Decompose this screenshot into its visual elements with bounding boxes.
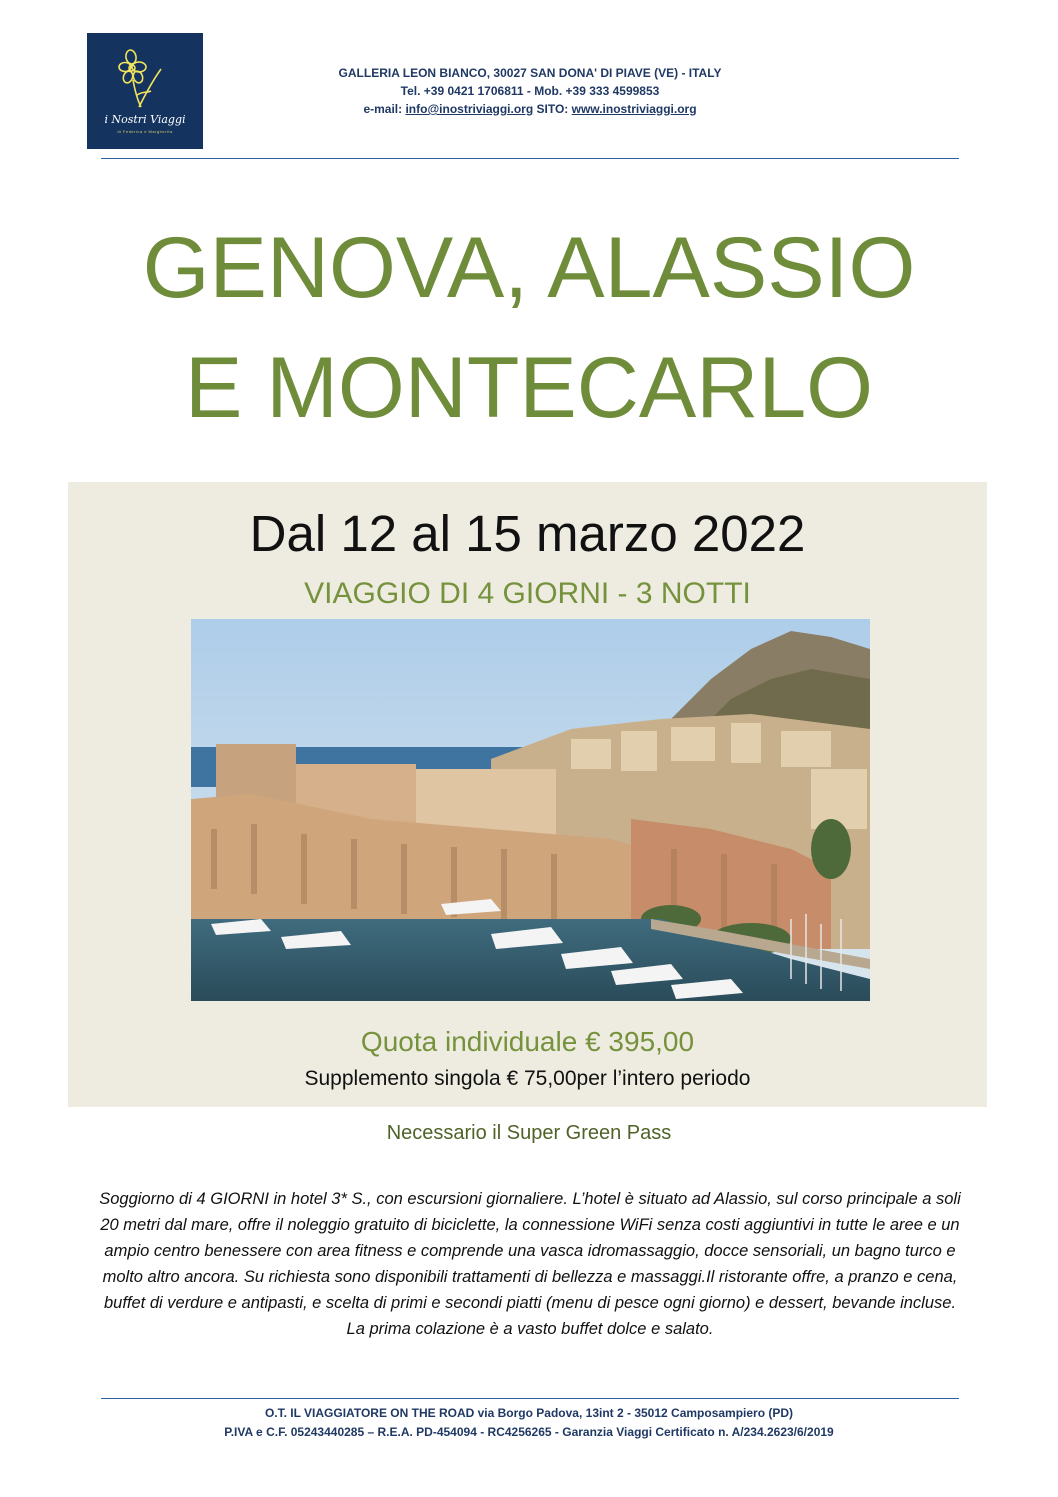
email-label: e-mail: (363, 102, 403, 116)
flower-icon (117, 47, 173, 111)
trip-dates: Dal 12 al 15 marzo 2022 (249, 505, 806, 562)
email-link[interactable]: info@inostriviaggi.org (405, 102, 534, 116)
single-supplement: Supplemento singola € 75,00per l’intero periodo (304, 1067, 751, 1090)
monaco-harbour-photo (191, 619, 870, 1001)
site-label: SITO: (536, 102, 569, 116)
price-per-person: Quota individuale € 395,00 (360, 1026, 695, 1057)
trip-description: Soggiorno di 4 GIORNI in hotel 3* S., con escursioni giornaliere. L’hotel è situato ad Alassio, sul corso principale a soli 20 metri dal mare, offre il noleggio gratuito di biciclette, la connessione WiFi senza costi aggiuntivi in tutte le aree e un ampio centro benessere con area fitness e comprende una vasca idromassaggio, docce sensoriali, un bagno turco e molto altro ancora. Su richiesta sono disponibili trattamenti di bellezza e massaggi.Il ristorante offre, a pranzo e cena, buffet di verdure e antipasti, e scelta di primi e secondi piatti (menu di pesce ogni giorno) e dessert, bevande incluse. La prima colazione è a vasto buffet dolce e salato. (99, 1190, 961, 1338)
site-link[interactable]: www.inostriviaggi.org (571, 102, 697, 116)
page-title (0, 208, 1058, 448)
operator-registration: P.IVA e C.F. 05243440285 – R.E.A. PD-454094 - RC4256265 - Garanzia Viaggi Certificato n. A/234.2623/6/2019 (224, 1425, 834, 1439)
agency-address: GALLERIA LEON BIANCO, 30027 SAN DONA' DI PIAVE (VE) - ITALY (338, 66, 722, 80)
footer-legal (0, 1404, 1058, 1442)
header-divider (101, 158, 959, 159)
trip-panel (68, 482, 987, 1107)
logo-subtitle: di Federica e Margherita (117, 129, 173, 134)
title-line-1: GENOVA, ALASSIO (142, 220, 916, 316)
title-line-2: E MONTECARLO (184, 340, 874, 436)
agency-web-contacts (250, 100, 810, 118)
agency-phone: Tel. +39 0421 1706811 - Mob. +39 333 4599853 (400, 84, 660, 98)
green-pass-requirement: Necessario il Super Green Pass (386, 1122, 672, 1144)
operator-address: O.T. IL VIAGGIATORE ON THE ROAD via Borgo Padova, 13int 2 - 35012 Camposampiero (PD) (264, 1406, 794, 1420)
logo-name: i Nostri Viaggi (104, 113, 186, 126)
contact-block (250, 64, 810, 118)
company-logo (87, 33, 203, 149)
trip-duration: VIAGGIO DI 4 GIORNI - 3 NOTTI (304, 577, 751, 610)
footer-divider (101, 1398, 959, 1399)
